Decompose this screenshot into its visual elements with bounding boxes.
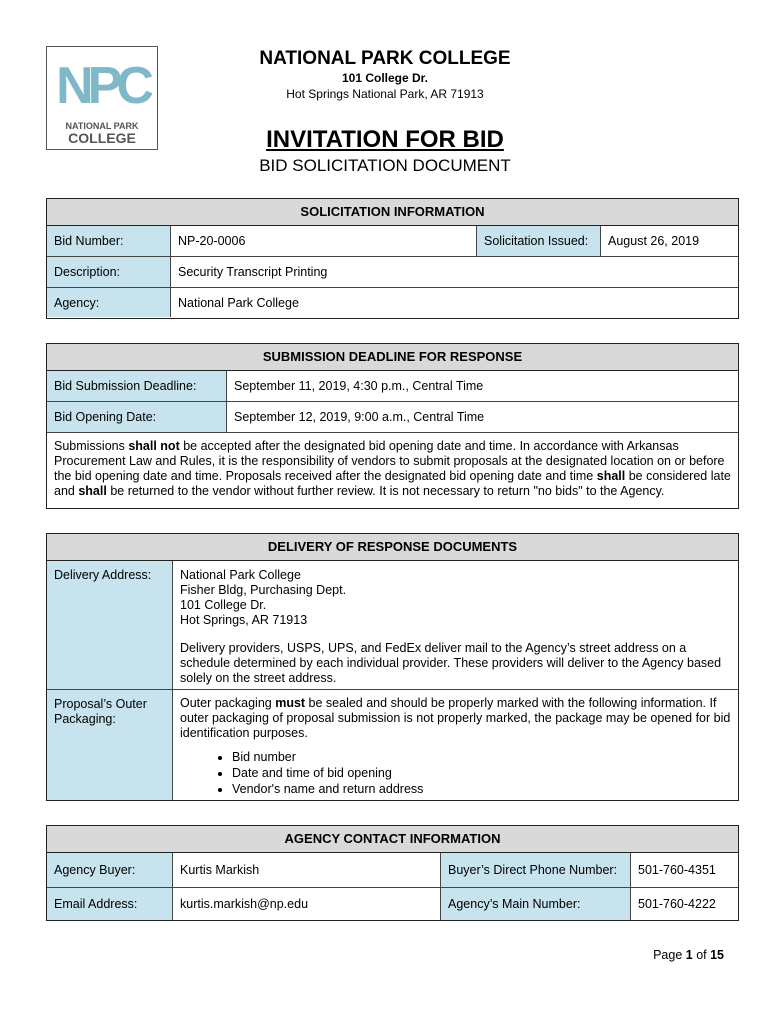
svg-text:NPC: NPC — [56, 57, 148, 115]
agency-main-number-label: Agency’s Main Number: — [441, 888, 631, 920]
table-row — [47, 690, 738, 800]
page-number: Page 1 of 15 — [653, 948, 724, 962]
table-row — [47, 888, 738, 920]
address-line: Hot Springs, AR 71913 — [180, 613, 308, 627]
buyer-phone-value: 501-760-4351 — [631, 853, 738, 887]
college-address-line2: Hot Springs National Park, AR 71913 — [286, 87, 484, 101]
agency-value: National Park College — [171, 288, 738, 317]
outer-packaging-label: Proposal’s Outer Packaging: — [47, 690, 173, 800]
document-title: INVITATION FOR BID — [266, 126, 504, 153]
table-row — [47, 402, 738, 433]
solicitation-issued-label: Solicitation Issued: — [477, 226, 601, 256]
submission-deadline-heading: SUBMISSION DEADLINE FOR RESPONSE — [47, 344, 738, 371]
agency-main-number-value: 501-760-4222 — [631, 888, 738, 920]
description-label: Description: — [47, 257, 171, 287]
table-row — [47, 433, 738, 505]
svg-text:NATIONAL PARK: NATIONAL PARK — [65, 121, 139, 131]
college-name: NATIONAL PARK COLLEGE — [259, 48, 511, 69]
address-line: Fisher Bldg, Purchasing Dept. — [180, 583, 347, 597]
address-line: 101 College Dr. — [180, 598, 267, 612]
solicitation-info-table — [46, 198, 739, 319]
table-row — [47, 226, 738, 257]
submission-deadline-value: September 11, 2019, 4:30 p.m., Central Time — [227, 371, 738, 401]
delivery-address-label: Delivery Address: — [47, 561, 173, 689]
agency-buyer-label: Agency Buyer: — [47, 853, 173, 887]
table-row — [47, 371, 738, 402]
list-item: • Bid number — [232, 749, 731, 765]
document-subtitle: BID SOLICITATION DOCUMENT — [259, 156, 511, 175]
packaging-instructions: Outer packaging must be sealed and should be properly marked with the following information. If outer packaging of proposal submission is not properly marked, the package may be opened for bid identification purposes. — [180, 696, 731, 740]
bid-opening-value: September 12, 2019, 9:00 a.m., Central Time — [227, 402, 738, 432]
delivery-note: Delivery providers, USPS, UPS, and FedEx deliver mail to the Agency’s street address on a schedule determined by each individual provider. These providers will deliver to the Agency based solely on the street address. — [180, 641, 722, 685]
solicitation-info-heading: SOLICITATION INFORMATION — [47, 199, 738, 226]
delivery-table — [46, 533, 739, 801]
solicitation-issued-value: August 26, 2019 — [601, 226, 738, 256]
delivery-address-value — [173, 561, 738, 689]
submission-deadline-label: Bid Submission Deadline: — [47, 371, 227, 401]
table-row — [47, 257, 738, 288]
table-row — [47, 561, 738, 690]
address-line: National Park College — [180, 568, 301, 582]
table-row — [47, 853, 738, 888]
bid-number-value: NP-20-0006 — [171, 226, 477, 256]
email-address-value[interactable]: kurtis.markish@np.edu — [173, 888, 441, 920]
email-address-label: Email Address: — [47, 888, 173, 920]
list-item: • Vendor's name and return address — [232, 781, 731, 797]
late-submission-notice: Submissions shall not be accepted after the designated bid opening date and time. In accordance with Arkansas Procurement Law and Rules, it is the responsibility of vendors to submit proposals at the designated location on or before the bid opening date and time. Proposals received after the designated bid opening date and time shall be considered late and shall be returned to the vendor without further review. It is not necessary to return "no bids" to the Agency. — [54, 439, 731, 498]
bid-number-label: Bid Number: — [47, 226, 171, 256]
agency-label: Agency: — [47, 288, 171, 317]
bid-opening-label: Bid Opening Date: — [47, 402, 227, 432]
college-address-line1: 101 College Dr. — [341, 71, 429, 85]
outer-packaging-value — [173, 690, 738, 800]
list-item: • Date and time of bid opening — [232, 765, 731, 781]
buyer-phone-label: Buyer’s Direct Phone Number: — [441, 853, 631, 887]
agency-buyer-value: Kurtis Markish — [173, 853, 441, 887]
description-value: Security Transcript Printing — [171, 257, 738, 287]
agency-contact-table — [46, 825, 739, 921]
table-row — [47, 288, 738, 317]
agency-contact-heading: AGENCY CONTACT INFORMATION — [47, 826, 738, 853]
packaging-bullet-list — [180, 749, 731, 797]
svg-text:COLLEGE: COLLEGE — [68, 130, 136, 146]
submission-deadline-table — [46, 343, 739, 509]
delivery-heading: DELIVERY OF RESPONSE DOCUMENTS — [47, 534, 738, 561]
